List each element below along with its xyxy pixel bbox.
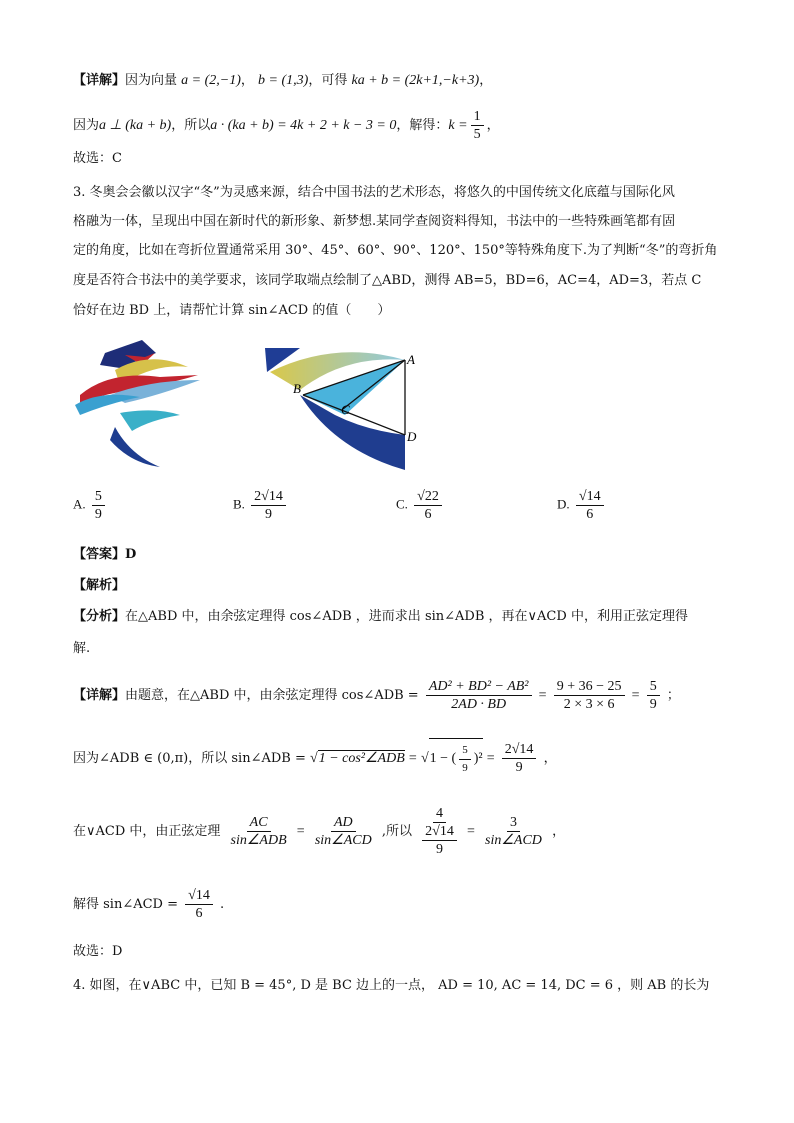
label-c: C bbox=[341, 402, 350, 417]
analysis-label: 【解析】 bbox=[73, 578, 126, 593]
q3-line-5: 恰好在边 BD 上，请帮忙计算 sin∠ACD 的值（ ） bbox=[73, 303, 391, 318]
detail-label: 【详解】 bbox=[73, 73, 126, 88]
option-b[interactable]: B. $\frac{2√14}{9}$ bbox=[233, 488, 289, 523]
winter-olympics-emblem bbox=[70, 335, 205, 470]
option-d[interactable]: D. $\frac{√14}{6}$ bbox=[557, 488, 607, 523]
q3-line-1: 3. 冬奥会会徽以汉字“冬”为灵感来源，结合中国书法的艺术形态，将悠久的中国传统文化底蕴与国际化风 bbox=[73, 185, 675, 200]
choose-d: 故选：D bbox=[73, 944, 123, 959]
option-a[interactable]: A. $\frac{5}{9}$ bbox=[73, 488, 108, 523]
fenxi-line-1: 【分析】在△ABD 中，由余弦定理得 cos∠ADB ，进而求出 sin∠ADB ，再在∨ACD 中，利用正弦定理得 bbox=[73, 609, 688, 624]
q3-line-4: 度是否符合书法中的美学要求，该同学取端点绘制了△ABD，测得 AB=5，BD=6，AC=4，AD=3，若点 C bbox=[73, 273, 702, 288]
detail-line-2: 因为a ⊥ (ka + b)，所以a · (ka + b) = 4k + 2 + k − 3 = 0，解得：k = $\frac{1}{5}$ ， bbox=[73, 109, 500, 142]
option-c[interactable]: C. $\frac{√22}{6}$ bbox=[396, 488, 445, 523]
answer-line: 【答案】D bbox=[73, 547, 137, 562]
q3-line-3: 定的角度，比如在弯折位置通常采用 30°、45°、60°、90°、120°、150°等特殊角度下.为了判断“冬”的弯折角 bbox=[73, 243, 718, 258]
fenxi-line-2: 解. bbox=[73, 641, 91, 656]
detail-cos-line: 【详解】由题意，在△ABD 中，由余弦定理得 cos∠ADB = $\frac{\text{AD² + BD² − AB²}}{2AD \cdot BD}$ = $\frac{9 + 36 - 25}{2 \times 3 \times 6}$ = $\frac{5}{9}$ ； bbox=[73, 679, 680, 712]
label-d: D bbox=[407, 429, 417, 444]
label-a: A bbox=[407, 352, 415, 367]
fraction-one-fifth: $\frac{1}{5}$ bbox=[471, 108, 484, 143]
result-line: 解得 sin∠ACD = $\frac{√14}{6}$ . bbox=[73, 888, 225, 921]
q4-line: 4. 如图，在∨ABC 中，已知 B = 45°, D 是 BC 边上的一点， AD = 10, AC = 14, DC = 6 ，则 AB 的长为 bbox=[73, 978, 710, 993]
label-b: B bbox=[293, 381, 301, 396]
sine-law-line: 在∨ACD 中，由正弦定理 $\frac{AC}{\text{sin∠ADB}}$ = $\frac{AD}{\text{sin∠ACD}}$ ,所以 4 2√14 9 = $\frac{3}{\text{sin∠ACD}}$ ， bbox=[73, 806, 566, 857]
choose-c: 故选：C bbox=[73, 151, 122, 166]
triangle-abd-figure bbox=[255, 340, 425, 470]
sin-adb-line: 因为∠ADB ∈ (0,π)，所以 sin∠ADB = √1 − cos²∠ADB = √ 1 − ( $\frac{5}{9}$ )² = $\frac{2√14}{9}$ ， bbox=[73, 738, 557, 779]
detail-line-1: 【详解】因为向量 a = (2,−1)， b = (1,3)，可得 ka + b = (2k+1,−k+3)， bbox=[73, 73, 493, 88]
q3-line-2: 格融为一体，呈现出中国在新时代的新形象、新梦想.某同学查阅资料得知，书法中的一些特殊画笔都有固 bbox=[73, 214, 676, 229]
